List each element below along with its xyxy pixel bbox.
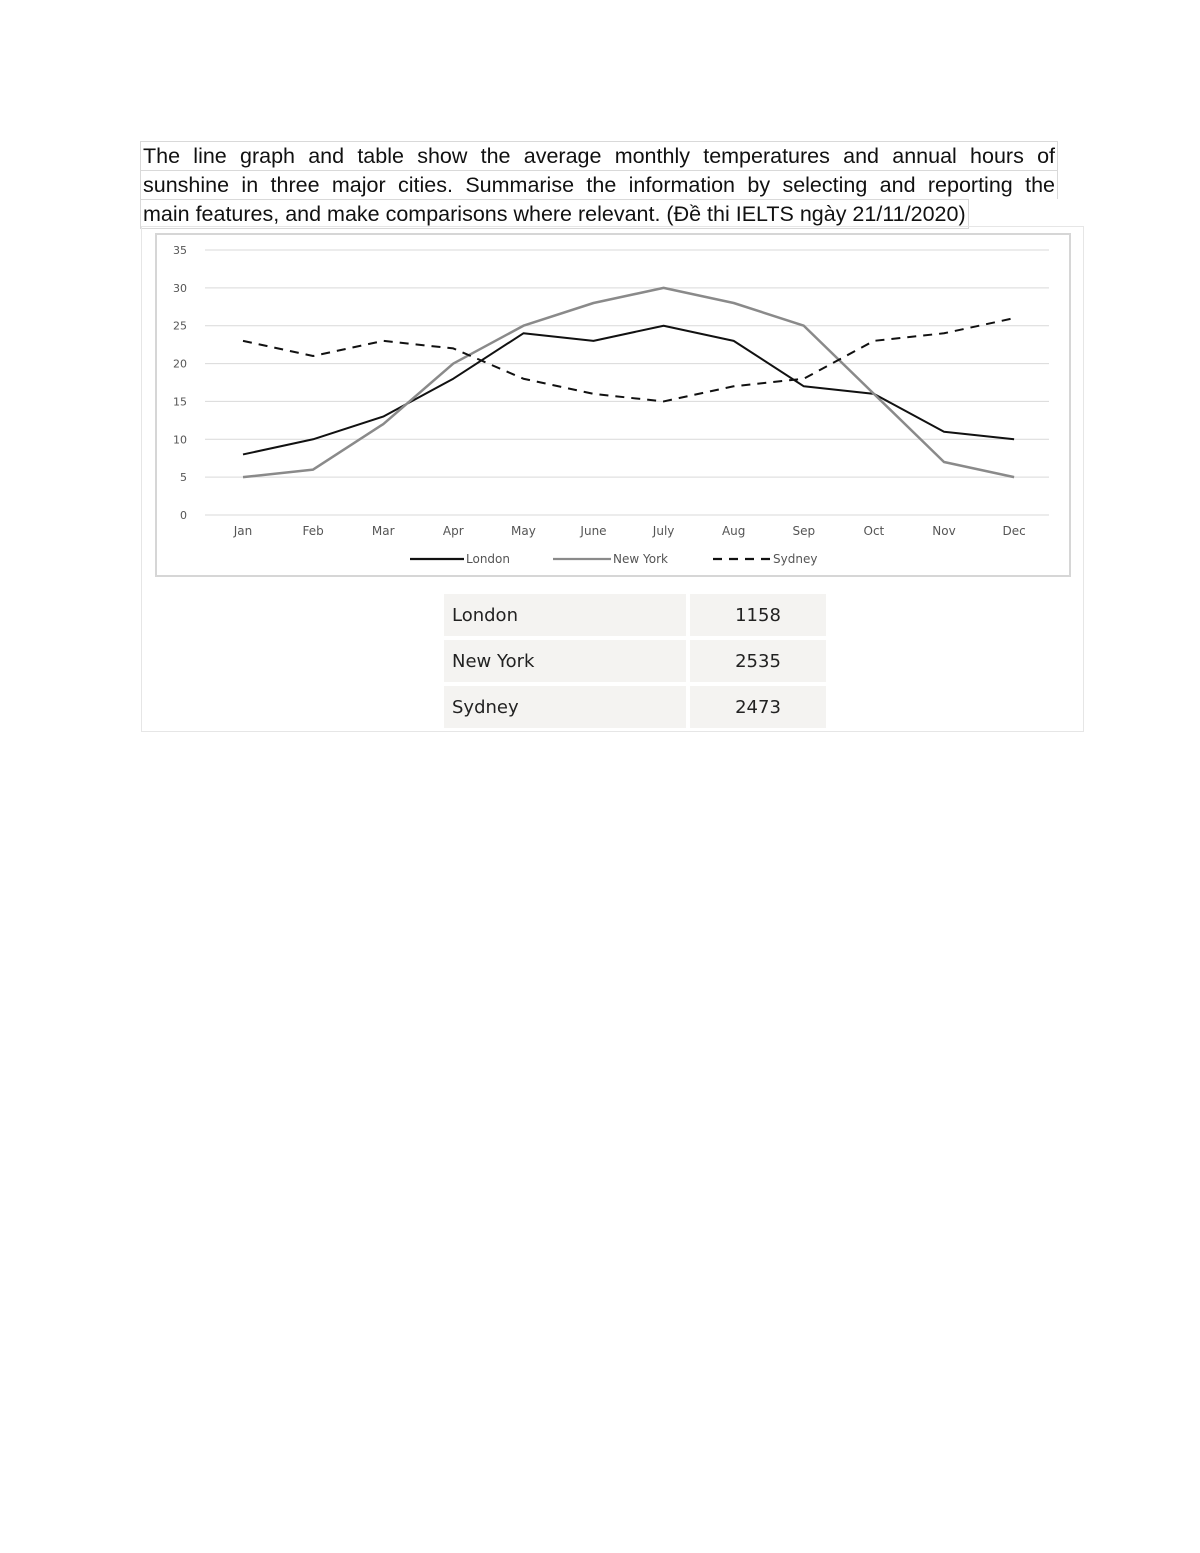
table-row: [444, 594, 826, 636]
x-tick-label: Dec: [1002, 524, 1026, 538]
x-tick-label: Jan: [233, 524, 253, 538]
series-line-london: [243, 326, 1014, 455]
table-row: [444, 640, 826, 682]
table-cell-city: London: [444, 594, 686, 636]
x-tick-label: Aug: [721, 524, 746, 538]
x-tick-label: June: [580, 524, 607, 538]
table-cell-hours: 1158: [690, 594, 826, 636]
legend-label: New York: [613, 552, 668, 566]
x-tick-label: Feb: [302, 524, 324, 538]
y-tick-label: 30: [173, 281, 187, 295]
x-tick-label: Nov: [932, 524, 956, 538]
series-line-new-york: [243, 288, 1014, 477]
chart-canvas: [157, 235, 1069, 575]
y-tick-label: 20: [173, 357, 187, 371]
legend-label: Sydney: [773, 552, 818, 566]
prompt-line-3: main features, and make comparisons where relevant. (Đề thi IELTS ngày 21/11/2020): [140, 199, 969, 229]
y-tick-label: 10: [173, 433, 187, 447]
x-tick-label: July: [652, 524, 675, 538]
prompt-line-1: The line graph and table show the average monthly temperatures and annual hours of: [140, 141, 1058, 170]
y-tick-label: 0: [180, 509, 187, 522]
temperature-line-chart: [155, 233, 1071, 577]
y-tick-label: 15: [173, 395, 187, 409]
task-prompt: [140, 141, 1058, 236]
x-tick-label: Sep: [792, 524, 816, 538]
table-row: [444, 686, 826, 728]
series-line-sydney: [243, 318, 1014, 401]
x-tick-label: Apr: [442, 524, 464, 538]
x-tick-label: Mar: [371, 524, 395, 538]
x-tick-label: May: [510, 524, 536, 538]
y-tick-label: 35: [173, 244, 187, 257]
x-tick-label: Oct: [863, 524, 885, 538]
sunshine-table: [440, 590, 830, 732]
legend-label: London: [466, 552, 510, 566]
table-cell-hours: 2473: [690, 686, 826, 728]
y-tick-label: 5: [180, 471, 187, 485]
y-tick-label: 25: [173, 319, 187, 333]
table-cell-city: Sydney: [444, 686, 686, 728]
prompt-line-2: sunshine in three major cities. Summarise the information by selecting and reporting the: [140, 170, 1058, 199]
table-cell-hours: 2535: [690, 640, 826, 682]
table-cell-city: New York: [444, 640, 686, 682]
